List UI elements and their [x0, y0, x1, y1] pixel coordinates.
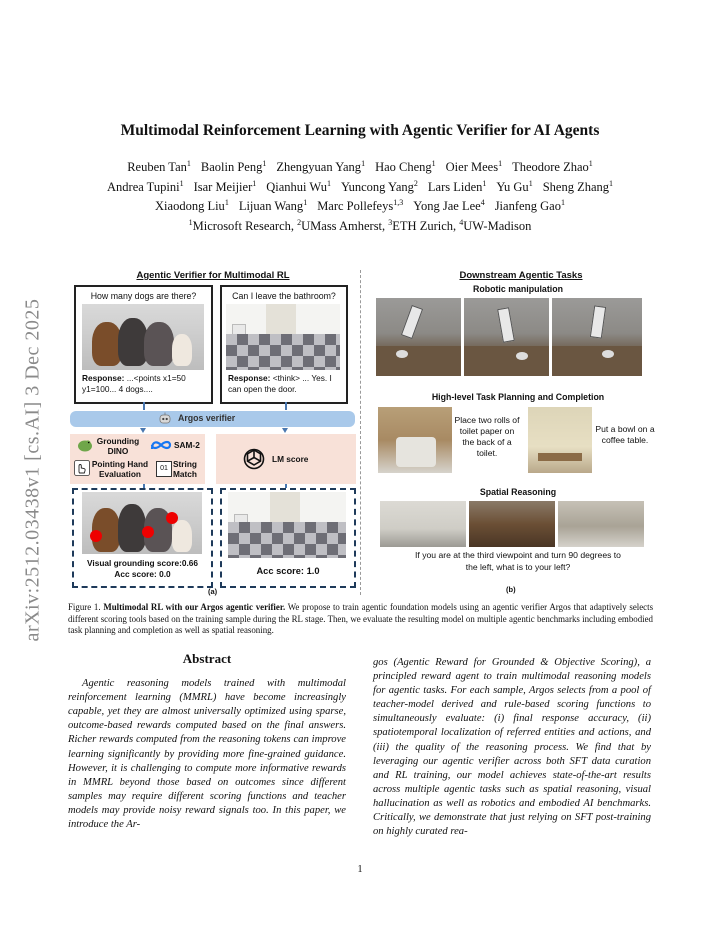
author-name: Sheng Zhang$^1$: [542, 178, 613, 194]
robotic-heading: Robotic manipulation: [473, 284, 563, 294]
string-match-icon: 01: [156, 461, 172, 477]
author-line-2: [60, 176, 660, 196]
viewpoint-1: [380, 501, 466, 547]
toilet-scene: [378, 407, 452, 473]
visual-grounding-score: Visual grounding score:0.66: [87, 558, 198, 568]
panel-divider: [360, 270, 361, 595]
left-panel-heading: Agentic Verifier for Multimodal RL: [136, 270, 290, 281]
predicted-point: [90, 530, 102, 542]
abstract-text-right: gos (Agentic Reward for Grounded & Objective Scoring), a principled reward agent to train multimodal reasoning models for agentic tasks. For each sample, Argos selects from a pool of teacher-model derived and rule-based scoring functions to simultaneously evaluate: (i) final response accuracy, (ii) spatiotemporal localization of referred entities and actions, and (iii) the quality of the reasoning process. We find that by leveraging our agentic verifier across both SFT data curation and RL training, our model achieves state-of-the-art results across multiple agentic tasks such as spatial reasoning, visual hallucination as well as robotics and embodied AI benchmarks. Critically, we demonstrate that just relying on SFT post-training on highly curated rea-: [373, 657, 651, 838]
author-name: Hao Cheng$^1$: [375, 159, 436, 175]
question-card-bathroom: [220, 285, 348, 404]
affiliation: $^3$ETH Zurich,: [388, 217, 460, 234]
author-name: Zhengyuan Yang$^1$: [276, 159, 366, 175]
coffee-table-scene: [528, 407, 592, 473]
predicted-point: [142, 526, 154, 538]
author-line-1: [60, 156, 660, 176]
argos-label: Argos verifier: [178, 413, 236, 423]
response-dogs: Response: ...<points x1=50 y1=100... 4 dogs....: [82, 373, 186, 394]
author-name: Isar Meijier$^1$: [193, 178, 257, 194]
abstract-heading: Abstract: [182, 651, 232, 666]
response-bathroom: Response: <think> ... Yes. I can open the door.: [228, 373, 332, 394]
grounding-dino-icon: [76, 437, 94, 453]
figure-1: [68, 268, 658, 598]
string-match-label: String Match: [173, 459, 197, 479]
author-block: [60, 156, 660, 235]
affiliation: $^2$UMass Amherst,: [297, 217, 389, 234]
author-name: Andrea Tupini$^1$: [107, 178, 184, 194]
author-name: Yong Jae Lee$^4$: [413, 198, 485, 214]
question-text: Can I leave the bathroom?: [232, 291, 336, 301]
dogs-photo: [82, 304, 204, 370]
viewpoint-2: [469, 501, 555, 547]
planning-task-1: Place two rolls of toilet paper on the back of a toilet.: [454, 415, 520, 458]
author-line-3: [60, 195, 660, 215]
dogs-photo-annotated: [82, 492, 202, 554]
robot-head-icon: [158, 412, 172, 425]
tool-panel-right: [216, 434, 356, 484]
result-card-bathroom: [220, 488, 356, 588]
affiliation: $^1$Microsoft Research,: [188, 217, 298, 234]
argos-verifier-bar: [70, 411, 355, 427]
tool-panel-left: [70, 434, 205, 484]
lm-score-label: LM score: [272, 454, 309, 464]
pointing-hand-icon: [74, 460, 90, 476]
panel-b-label: (b): [506, 585, 516, 594]
author-name: Lars Liden$^1$: [427, 178, 487, 194]
predicted-point: [166, 512, 178, 524]
meta-sam-icon: [150, 438, 172, 452]
robot-scene-1: [376, 298, 461, 376]
right-panel-heading: Downstream Agentic Tasks: [459, 270, 583, 281]
question-text: How many dogs are there?: [90, 291, 197, 301]
viewpoint-3: [558, 501, 644, 547]
author-name: Qianhui Wu$^1$: [266, 178, 331, 194]
author-name: Yu Gu$^1$: [496, 178, 533, 194]
sam-label: SAM-2: [174, 440, 200, 450]
abstract-text-left: Agentic reasoning models trained with multimodal reinforcement learning (MMRL) have become increasingly capable, yet they are almost universally optimized using sparse, outcome-based rewards computed based on the final answers. Richer rewards computed from the reasoning tokens can improve learning significantly by providing more fine-grained guidance. However, it is challenging to compute more informative rewards in MMRL beyond those based on outcomes since different samples may require different scoring functions and teacher models may provide noisy reward signals too. In this paper, we introduce the Ar-: [68, 678, 346, 831]
panel-a-label: (a): [208, 587, 218, 596]
author-name: Yuncong Yang$^2$: [340, 178, 418, 194]
author-name: Jianfeng Gao$^1$: [494, 198, 565, 214]
author-name: Theodore Zhao$^1$: [512, 159, 593, 175]
author-name: Reuben Tan$^1$: [127, 159, 191, 175]
pointing-hand-label: Pointing Hand Evaluation: [91, 459, 149, 479]
abstract-column-right: [373, 656, 651, 839]
acc-score-left: Acc score: 0.0: [114, 569, 171, 579]
robot-scene-2: [464, 298, 549, 376]
acc-score-right: Acc score: 1.0: [256, 566, 320, 576]
page-number: 1: [357, 864, 363, 875]
author-name: Xiaodong Liu$^1$: [155, 198, 229, 214]
bathroom-photo: [226, 304, 340, 370]
question-card-dogs: [74, 285, 213, 404]
author-name: Oier Mees$^1$: [445, 159, 503, 175]
figure-caption: Figure 1. Multimodal RL with our Argos agentic verifier. We propose to train agentic foundation models using an agentic verifier Argos that adaptively selects different scoring tools based on the training sample during the RL stage. Then, we evaluate the resulting model on multiple agentic benchmarks including embodied task planning and completion as well as spatial reasoning.: [68, 602, 654, 636]
bathroom-photo-scored: [228, 492, 346, 558]
affiliations: [60, 215, 660, 235]
abstract-column-left: [68, 652, 346, 832]
author-name: Marc Pollefeys$^{1,3}$: [317, 198, 404, 214]
grounding-dino-label: Grounding DINO: [96, 436, 140, 456]
result-card-dogs: [72, 488, 213, 588]
arxiv-stamp: arXiv:2512.03438v1 [cs.AI] 3 Dec 2025: [21, 298, 44, 642]
author-name: Lijuan Wang$^1$: [238, 198, 308, 214]
openai-icon: [242, 447, 266, 471]
paper-title: Multimodal Reinforcement Learning with Agentic Verifier for AI Agents: [120, 122, 600, 139]
robot-scene-3: [552, 298, 642, 376]
planning-task-2: Put a bowl on a coffee table.: [595, 424, 655, 445]
affiliation: $^4$UW-Madison: [459, 217, 532, 234]
planning-heading: High-level Task Planning and Completion: [431, 392, 605, 402]
spatial-question: If you are at the third viewpoint and turn 90 degrees to the left, what is to your left?: [415, 550, 621, 572]
author-name: Baolin Peng$^1$: [200, 159, 267, 175]
spatial-heading: Spatial Reasoning: [479, 487, 557, 497]
